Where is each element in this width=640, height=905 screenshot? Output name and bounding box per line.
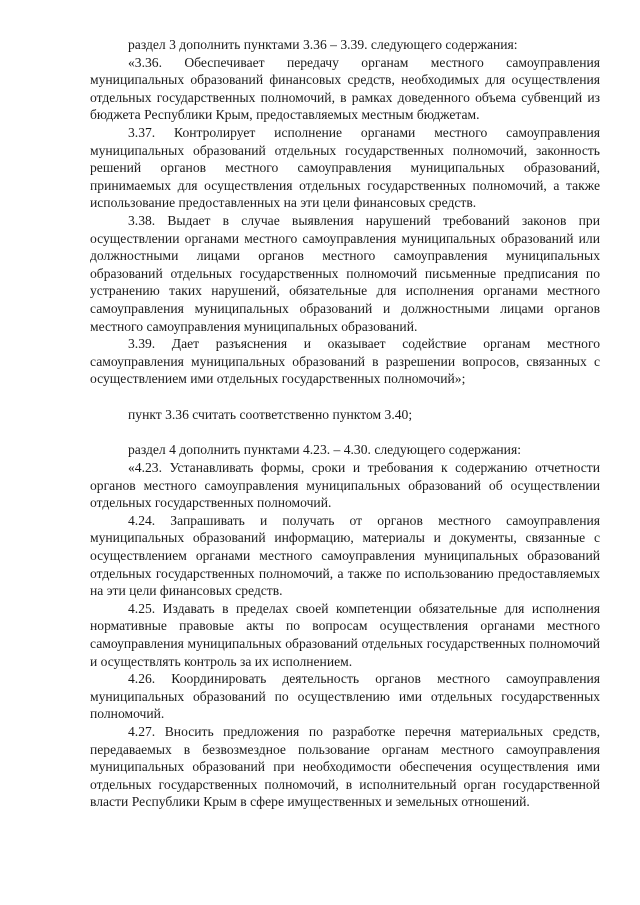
paragraph-3-37: 3.37. Контролирует исполнение органами местного самоуправления муниципальных образований отдельных государственных полномочий, законность решений органов местного самоуправления муниципальных образований, принимаемых для осуществления отдельных государственных полномочий, а также использование предоставленных на эти цели финансовых средств.: [90, 124, 600, 211]
paragraph-renumber: пункт 3.36 считать соответственно пунктом 3.40;: [128, 406, 413, 422]
paragraph-4-27: 4.27. Вносить предложения по разработке перечня материальных средств, передаваемых в безвозмездное пользование органам местного самоуправления муниципальных образований при необходимости обеспечения осуществления ими отдельных государственных полномочий, в исполнительный орган государственной власти Республики Крым в сфере имущественных и земельных отношений.: [90, 723, 600, 810]
paragraph-section-4-intro: раздел 4 дополнить пунктами 4.23. – 4.30. следующего содержания:: [128, 442, 521, 458]
paragraph-4-24: 4.24. Запрашивать и получать от органов местного самоуправления муниципальных образований информацию, материалы и документы, связанные с осуществлением органами местного самоуправления муниципальных образований отдельных государственных полномочий, а также по использованию предоставляемых на эти цели финансовых средств.: [90, 512, 600, 599]
paragraph-3-39: 3.39. Дает разъяснения и оказывает содействие органам местного самоуправления муниципальных образований в разрешении вопросов, связанных с осуществлением ими отдельных государственных полномочий»;: [90, 336, 600, 387]
paragraph-4-25: 4.25. Издавать в пределах своей компетенции обязательные для исполнения нормативные правовые акты по вопросам осуществления органами местного самоуправления муниципальных образований отдельных государственных полномочий и осуществлять контроль за их исполнением.: [90, 600, 600, 669]
paragraph-3-38: 3.38. Выдает в случае выявления нарушений требований законов при осуществлении органами местного самоуправления муниципальных образований или должностными лицами органов местного самоуправления муниципальных образований отдельных государственных полномочий письменные предписания по устранению таких нарушений, обязательные для исполнения органами местного самоуправления муниципальных образований и должностными лицами органов местного самоуправления муниципальных образований.: [90, 212, 600, 334]
paragraph-3-36: «3.36. Обеспечивает передачу органам местного самоуправления муниципальных образований финансовых средств, необходимых для осуществления отдельных государственных полномочий, в рамках доведенного объема субвенций из бюджета Республики Крым, предоставляемых местным бюджетам.: [90, 54, 600, 123]
paragraph-section-3-intro: раздел 3 дополнить пунктами 3.36 – 3.39. следующего содержания:: [128, 37, 518, 52]
document-body: [90, 36, 600, 811]
paragraph-4-26: 4.26. Координировать деятельность органов местного самоуправления муниципальных образований по осуществлению ими отдельных государственных полномочий.: [90, 671, 600, 722]
paragraph-4-23: «4.23. Устанавливать формы, сроки и требования к содержанию отчетности органов местного самоуправления муниципальных образований об осуществлении отдельных государственных полномочий.: [90, 460, 600, 511]
